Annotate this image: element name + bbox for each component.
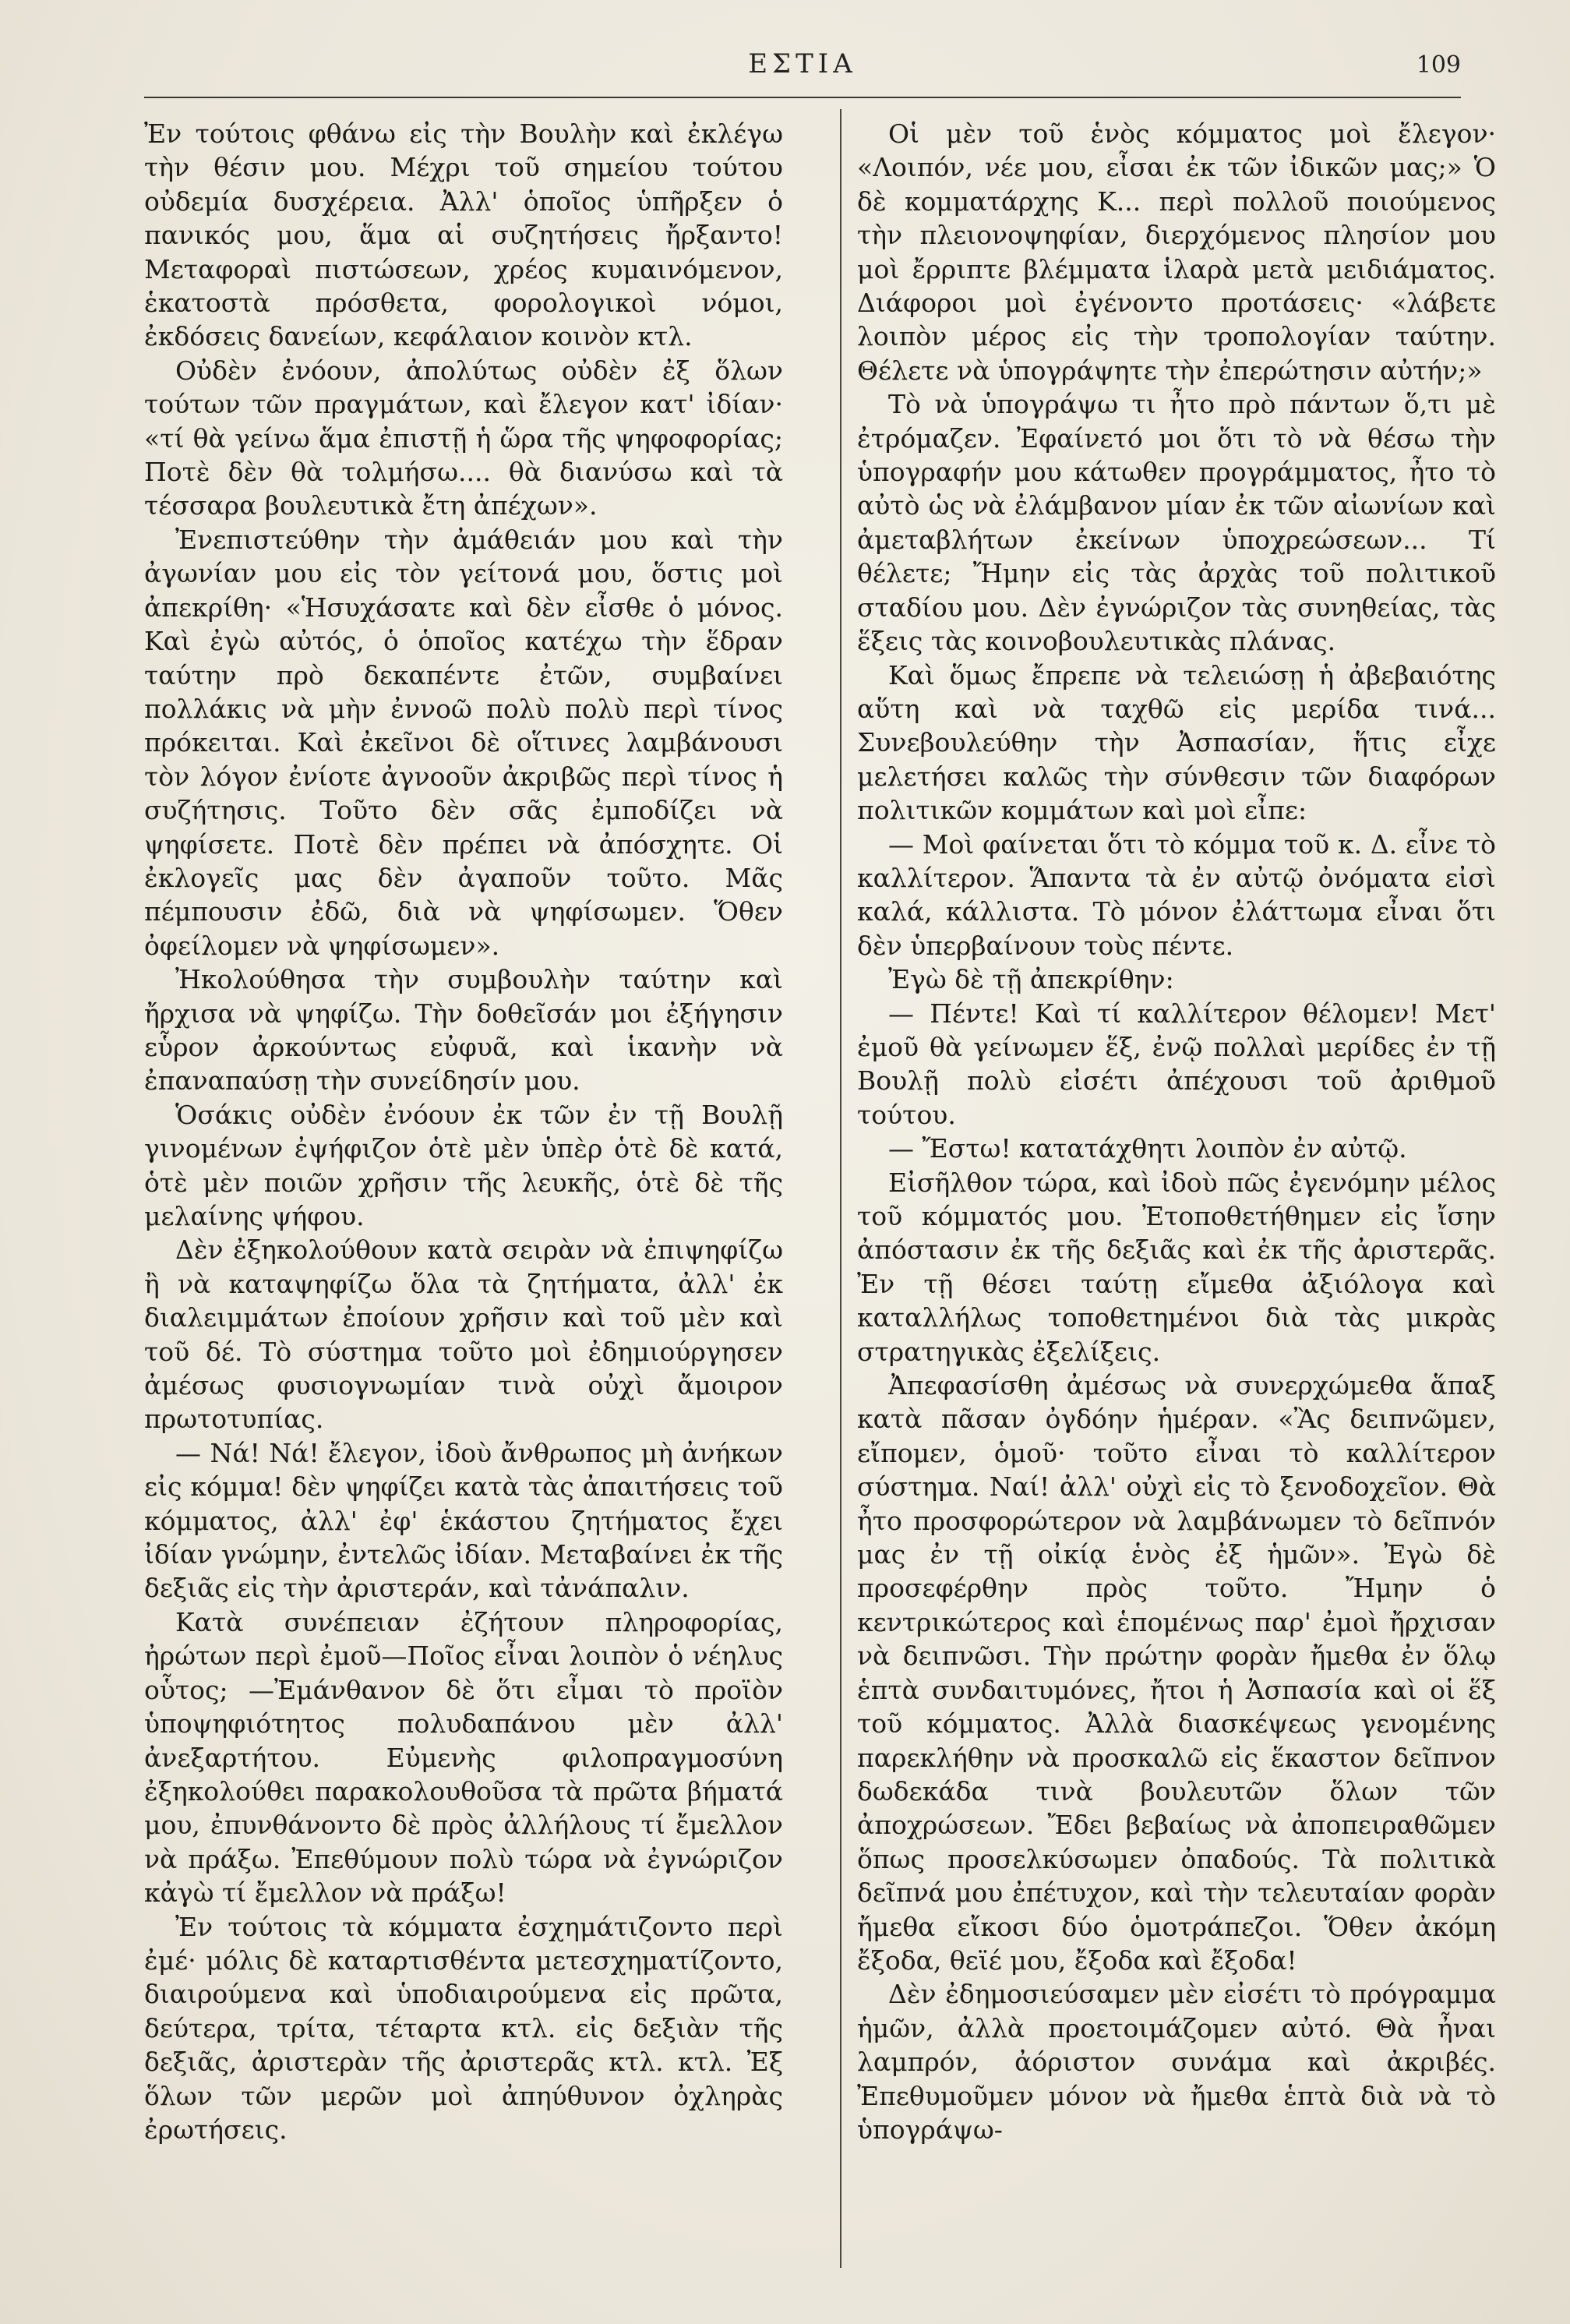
paragraph: Καὶ ὅμως ἔπρεπε νὰ τελειώσῃ ἡ ἀβεβαιότης αὕτη καὶ νὰ ταχθῶ εἰς μερίδα τινά... Συνεβουλεύθην τὴν Ἀσπασίαν, ἥτις εἶχε μελετήσει καλῶς τὴν σύνθεσιν τῶν διαφόρων πολιτικῶν κομμάτων καὶ μοὶ εἶπε: — [857, 659, 1496, 826]
paragraph: Ἠκολούθησα τὴν συμβουλὴν ταύτην καὶ ἤρχισα νὰ ψηφίζω. Τὴν δοθεῖσάν μοι ἐξήγησιν εὗρον ἀρκούντως εὐφυᾶ, καὶ ἱκανὴν νὰ ἐπαναπαύσῃ τὴν συνείδησίν μου. — [144, 964, 783, 1097]
journal-title: ΕΣΤΙΑ — [748, 48, 857, 79]
paragraph: Οἱ μὲν τοῦ ἑνὸς κόμματος μοὶ ἔλεγον· «Λοιπόν, νέε μου, εἶσαι ἐκ τῶν ἰδικῶν μας;» Ὁ δὲ κομματάρχης Κ... περὶ πολλοῦ ποιούμενος τὴν πλειονοψηφίαν, διερχόμενος πλησίον μου μοὶ ἔρριπτε βλέμματα ἱλαρὰ μετὰ μειδιάματος. Διάφοροι μοὶ ἐγένοντο προτάσεις· «λάβετε λοιπὸν μέρος εἰς τὴν τροπολογίαν ταύτην. Θέλετε νὰ ὑπογράψητε τὴν ἐπερώτησιν αὐτήν;» — [857, 118, 1496, 386]
paragraph: Ἐγὼ δὲ τῇ ἀπεκρίθην: — [888, 964, 1174, 995]
right-column — [857, 117, 1496, 2146]
paragraph: — Ἔστω! κατατάχθητι λοιπὸν ἐν αὐτῷ. — [888, 1133, 1407, 1164]
page-number: 109 — [1416, 51, 1461, 79]
paragraph: Ἐν τούτοις φθάνω εἰς τὴν Βουλὴν καὶ ἐκλέγω τὴν θέσιν μου. Μέχρι τοῦ σημείου τούτου οὐδεμία δυσχέρεια. Ἀλλ' ὁποῖος ὑπῆρξεν ὁ πανικός μου, ἅμα αἱ συζητήσεις ἤρξαντο! Μεταφοραὶ πιστώσεων, χρέος κυμαινόμενον, ἑκατοστὰ πρόσθετα, φορολογικοὶ νόμοι, ἐκδόσεις δανείων, κεφάλαιον κοινὸν κτλ. — [144, 118, 783, 352]
header-rule — [144, 97, 1461, 98]
paragraph: Δὲν ἐδημοσιεύσαμεν μὲν εἰσέτι τὸ πρόγραμμα ἡμῶν, ἀλλὰ προετοιμάζομεν αὐτό. Θὰ ἦναι λαμπρόν, ἀόριστον συνάμα καὶ ἀκριβές. Ἐπεθυμοῦμεν μόνον νὰ ἤμεθα ἑπτὰ διὰ νὰ τὸ ὑπογράψω- — [857, 1979, 1496, 2145]
page-header — [144, 48, 1461, 92]
paragraph: — Πέντε! Καὶ τί καλλίτερον θέλομεν! Μετ' ἐμοῦ θὰ γείνωμεν ἕξ, ἐνῷ πολλαὶ μερίδες ἐν τῇ Βουλῇ πολὺ εἰσέτι ἀπέχουσι τοῦ ἀριθμοῦ τούτου. — [857, 998, 1496, 1130]
paragraph: Εἰσῆλθον τώρα, καὶ ἰδοὺ πῶς ἐγενόμην μέλος τοῦ κόμματός μου. Ἐτοποθετήθημεν εἰς ἴσην ἀπόστασιν ἐκ τῆς δεξιᾶς καὶ ἐκ τῆς ἀριστερᾶς. Ἐν τῇ θέσει ταύτῃ εἴμεθα ἀξιόλογα καὶ καταλλήλως τοποθετημένοι διὰ τὰς μικρὰς στρατηγικὰς ἐξελίξεις. — [857, 1167, 1496, 1367]
paragraph: Ἐν τούτοις τὰ κόμματα ἐσχημάτιζοντο περὶ ἐμέ· μόλις δὲ καταρτισθέντα μετεσχηματίζοντο, διαιρούμενα καὶ ὑποδιαιρούμενα εἰς πρῶτα, δεύτερα, τρίτα, τέταρτα κτλ. εἰς δεξιὰν τῆς δεξιᾶς, ἀριστερὰν τῆς ἀριστερᾶς κτλ. κτλ. Ἐξ ὅλων τῶν μερῶν μοὶ ἀπηύθυνον ὀχληρὰς ἐρωτήσεις. — [144, 1911, 783, 2145]
column-divider — [840, 109, 841, 2268]
paragraph: Τὸ νὰ ὑπογράψω τι ἦτο πρὸ πάντων ὅ,τι μὲ ἐτρόμαζεν. Ἐφαίνετό μοι ὅτι τὸ νὰ θέσω τὴν ὑπογραφήν μου κάτωθεν προγράμματος, ἦτο τὸ αὐτὸ ὡς νὰ ἐλάμβανον μίαν ἐκ τῶν αἰωνίων καὶ ἀμεταβλήτων ἐκείνων ὑποχρεώσεων... Τί θέλετε; Ἤμην εἰς τὰς ἀρχὰς τοῦ πολιτικοῦ σταδίου μου. Δὲν ἐγνώριζον τὰς συνηθείας, τὰς ἕξεις τὰς κοινοβουλευτικὰς πλάνας. — [857, 389, 1496, 657]
left-column — [144, 117, 783, 2146]
paragraph: Ἀπεφασίσθη ἀμέσως νὰ συνερχώμεθα ἅπαξ κατὰ πᾶσαν ὀγδόην ἡμέραν. «Ἂς δειπνῶμεν, εἴπομεν, ὁμοῦ· τοῦτο εἶναι τὸ καλλίτερον σύστημα. Ναί! ἀλλ' οὐχὶ εἰς τὸ ξενοδοχεῖον. Θὰ ἦτο προσφορώτερον νὰ λαμβάνωμεν τὸ δεῖπνόν μας ἐν τῇ οἰκίᾳ ἑνὸς ἐξ ἡμῶν». Ἐγὼ δὲ προσεφέρθην πρὸς τοῦτο. Ἤμην ὁ κεντρικώτερος καὶ ἑπομένως παρ' ἐμοὶ ἤρχισαν νὰ δειπνῶσι. Τὴν πρώτην φορὰν ἤμεθα ἐν ὅλῳ ἑπτὰ συνδαιτυμόνες, ἤτοι ἡ Ἀσπασία καὶ οἱ ἕξ τοῦ κόμματος. Ἀλλὰ διασκέψεως γενομένης παρεκλήθην νὰ προσκαλῶ εἰς ἕκαστον δεῖπνον δωδεκάδα τινὰ βουλευτῶν ὅλων τῶν ἀποχρώσεων. Ἔδει βεβαίως νὰ ἀποπειραθῶμεν ὅπως προσελκύσωμεν ὀπαδούς. Τὰ πολιτικὰ δεῖπνά μου ἐπέτυχον, καὶ τὴν τελευταίαν φορὰν ἤμεθα εἴκοσι δύο ὁμοτράπεζοι. Ὅθεν ἀκόμη ἔξοδα, θεϊέ μου, ἔξοδα καὶ ἔξοδα! — [857, 1370, 1496, 1976]
paragraph: Οὐδὲν ἐνόουν, ἀπολύτως οὐδὲν ἐξ ὅλων τούτων τῶν πραγμάτων, καὶ ἔλεγον κατ' ἰδίαν· «τί θὰ γείνω ἅμα ἐπιστῇ ἡ ὥρα τῆς ψηφοφορίας; Ποτὲ δὲν θὰ τολμήσω.... θὰ διανύσω καὶ τὰ τέσσαρα βουλευτικὰ ἔτη ἀπέχων». — [144, 355, 783, 521]
paragraph: Ὁσάκις οὐδὲν ἐνόουν ἐκ τῶν ἐν τῇ Βουλῇ γινομένων ἐψήφιζον ὁτὲ μὲν ὑπὲρ ὁτὲ δὲ κατά, ὁτὲ μὲν ποιῶν χρῆσιν τῆς λευκῆς, ὁτὲ δὲ τῆς μελαίνης ψήφου. — [144, 1099, 783, 1231]
paragraph: Ἐνεπιστεύθην τὴν ἀμάθειάν μου καὶ τὴν ἀγωνίαν μου εἰς τὸν γείτονά μου, ὅστις μοὶ ἀπεκρίθη· «Ἡσυχάσατε καὶ δὲν εἶσθε ὁ μόνος. Καὶ ἐγὼ αὐτός, ὁ ὁποῖος κατέχω τὴν ἕδραν ταύτην πρὸ δεκαπέντε ἐτῶν, συμβαίνει πολλάκις νὰ μὴν ἐννοῶ πολὺ πολὺ περὶ τίνος πρόκειται. Καὶ ἐκεῖνοι δὲ οἵτινες λαμβάνουσι τὸν λόγον ἐνίοτε ἀγνοοῦν ἀκριβῶς περὶ τίνος ἡ συζήτησις. Τοῦτο δὲν σᾶς ἐμποδίζει νὰ ψηφίσετε. Ποτὲ δὲν πρέπει νὰ ἀπόσχητε. Οἱ ἐκλογεῖς μας δὲν ἀγαποῦν τοῦτο. Μᾶς πέμπουσιν ἐδῶ, διὰ νὰ ψηφίσωμεν. Ὅθεν ὀφείλομεν νὰ ψηφίσωμεν». — [144, 524, 783, 961]
paragraph: — Μοὶ φαίνεται ὅτι τὸ κόμμα τοῦ κ. Δ. εἶνε τὸ καλλίτερον. Ἅπαντα τὰ ἐν αὐτῷ ὀνόματα εἰσὶ καλά, κάλλιστα. Τὸ μόνον ἐλάττωμα εἶναι ὅτι δὲν ὑπερβαίνουν τοὺς πέντε. — [857, 828, 1496, 961]
paragraph: Δὲν ἐξηκολούθουν κατὰ σειρὰν νὰ ἐπιψηφίζω ἢ νὰ καταψηφίζω ὅλα τὰ ζητήματα, ἀλλ' ἐκ διαλειμμάτων ἐποίουν χρῆσιν καὶ τοῦ μὲν καὶ τοῦ δέ. Τὸ σύστημα τοῦτο μοὶ ἐδημιούργησεν ἀμέσως φυσιογνωμίαν τινὰ οὐχὶ ἄμοιρον πρωτοτυπίας. — [144, 1234, 783, 1435]
paragraph: Κατὰ συνέπειαν ἐζήτουν πληροφορίας, ἠρώτων περὶ ἐμοῦ—Ποῖος εἶναι λοιπὸν ὁ νέηλυς οὗτος; —Ἐμάνθανον δὲ ὅτι εἶμαι τὸ προϊὸν ὑποψηφιότητος πολυδαπάνου μὲν ἀλλ' ἀνεξαρτήτου. Εὐμενὴς φιλοπραγμοσύνη ἐξηκολούθει παρακολουθοῦσα τὰ πρῶτα βήματά μου, ἐπυνθάνοντο δὲ πρὸς ἀλλήλους τί ἔμελλον νὰ πράξω. Ἐπεθύμουν πολὺ τώρα νὰ ἐγνώριζον κἀγὼ τί ἔμελλον νὰ πράξω! — [144, 1606, 783, 1909]
paragraph: — Νά! Νά! ἔλεγον, ἰδοὺ ἄνθρωπος μὴ ἀνήκων εἰς κόμμα! δὲν ψηφίζει κατὰ τὰς ἀπαιτήσεις τοῦ κόμματος, ἀλλ' ἐφ' ἑκάστου ζητήματος ἔχει ἰδίαν γνώμην, ἐντελῶς ἰδίαν. Μεταβαίνει ἐκ τῆς δεξιᾶς εἰς τὴν ἀριστεράν, καὶ τἀνάπαλιν. — [144, 1437, 783, 1604]
